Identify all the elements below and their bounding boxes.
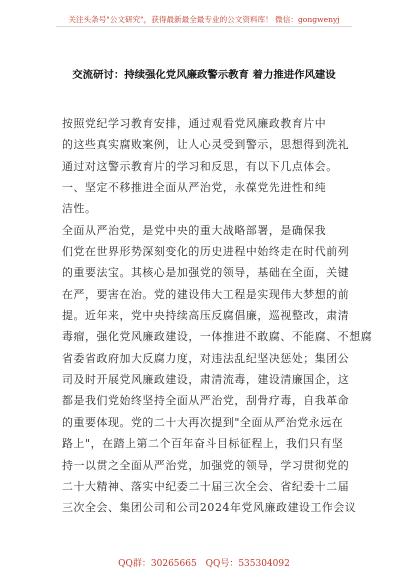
body-line: 司及时开展党风廉政建设，肃清流毒，建设清廉国企，这 [62, 373, 350, 387]
body-line: 持一以贯之全面从严治党，加强党的领导，学习贯彻党的 [62, 458, 350, 472]
body-line: 全面从严治党，是党中央的重大战略部署，是确保我 [62, 223, 327, 237]
body-line: 三次全会、集团公司和公司2024年党风廉政建设工作会议 [62, 501, 357, 515]
body-line: 省委省政府加大反腐力度，对违法乱纪坚决惩处；集团公 [62, 351, 350, 365]
document-title: 交流研讨：持续强化党风廉政警示教育 着力推进作风建设 [72, 69, 336, 81]
document-body [62, 113, 373, 519]
body-line: 的重要法宝。其核心是加强党的领导，基础在全面，关键 [62, 266, 350, 280]
body-line: 按照党纪学习教育安排，通过观看党风廉政教育片中 [62, 117, 327, 130]
body-line: 的这些真实腐败案例，让人心灵受到警示，思想得到洗礼 [62, 138, 350, 152]
header-divider [56, 26, 352, 27]
body-line: 一、坚定不移推进全面从严治党，永葆党先进性和纯 [62, 181, 327, 195]
body-line: 都是我们党始终坚持全面从严治党，刮骨疗毒，自我革命 [62, 394, 350, 408]
body-line: 通过对这警示教育片的学习和反思，有以下几点体会。 [62, 159, 338, 173]
footer-contact: QQ群：30265665 QQ号：535304092 [118, 559, 290, 569]
body-line: 的重要体现。党的二十大再次提到"全面从严治党永远在 [62, 415, 344, 429]
body-line: 提。近年来，党中央持续高压反腐倡廉，巡视整改，肃清 [62, 309, 350, 323]
body-line: 路上"，在踏上第二个百年奋斗目标征程上，我们只有坚 [62, 437, 344, 451]
body-line: 二十大精神、落实中纪委二十届三次全会、省纪委十二届 [62, 479, 350, 493]
body-line: 洁性。 [62, 202, 97, 216]
body-line: 毒瘤，强化党风廉政建设，一体推进不敢腐、不能腐、不想腐 [62, 330, 373, 344]
body-line: 们党在世界形势深刻变化的历史进程中始终走在时代前列 [62, 245, 350, 259]
header-banner: 关注头条号"公文研究"，获得最新最全最专业的公文资料库！ 微信：gongwenyj [68, 15, 340, 24]
body-line: 在严，要害在治。党的建设伟大工程是实现伟大梦想的前 [62, 287, 350, 301]
